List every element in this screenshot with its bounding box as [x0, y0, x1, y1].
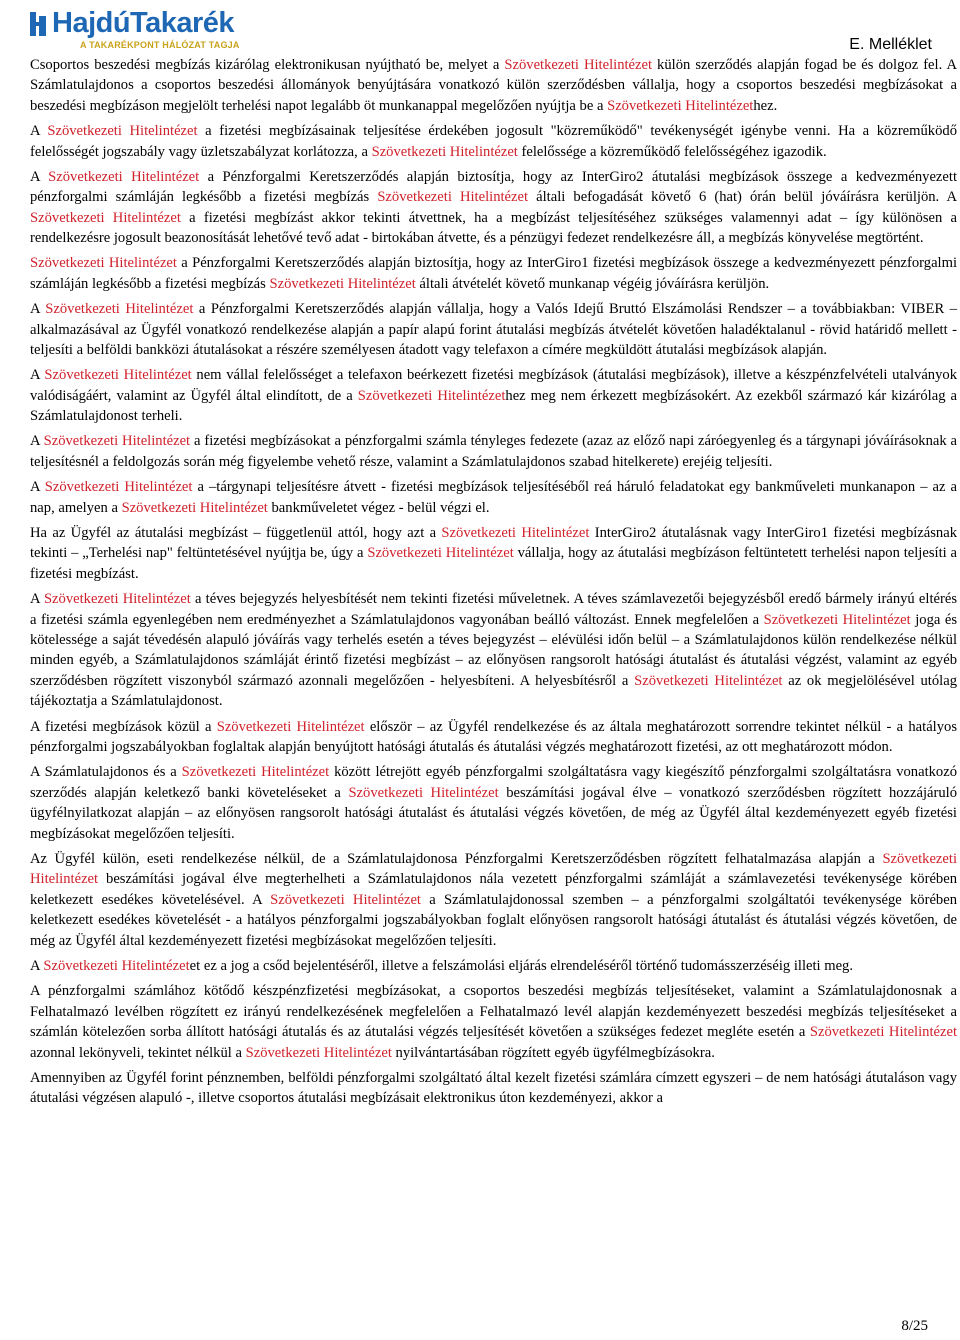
- institution-name: Szövetkezeti Hitelintézet: [763, 611, 911, 628]
- institution-name: Szövetkezeti Hitelintézet: [181, 764, 330, 781]
- text-run: A: [30, 479, 45, 496]
- text-run: a fizetési megbízásainak teljesítése érdekében jogosult "közreműködő" tevékenységét igénybe venni. Ha a közreműködő felelősségét jogszabály vagy üzletszabályzat korlátozza, a: [30, 123, 957, 160]
- text-run: A: [30, 957, 44, 974]
- text-run: A: [30, 433, 44, 450]
- text-run: A: [30, 367, 45, 384]
- paragraph: [30, 431, 957, 472]
- text-run: beszámítási jogával élve – vonatkozó szerződésben rögzített hozzájáruló ügyfélnyilatkozat alapján – az előnyösen rangsorolt hatósági átutalást és átutalási végzés követően, de még az Ügyfél által kezdeményezett egyéb fizetési megbízásokat megelőzően teljesíti.: [30, 784, 958, 842]
- logo-subtitle: A TAKARÉKPONT HÁLÓZAT TAGJA: [80, 40, 240, 50]
- text-run: általi átvételét követő munkanap végéig jóváírásra kerüljön.: [415, 275, 770, 292]
- text-run: a Pénzforgalmi Keretszerződés alapján biztosítja, hogy az InterGiro1 fizetési megbízások összege a kedvezményezett pénzforgalmi számláján legkésőbb a fizetési megbízás: [30, 255, 958, 292]
- institution-name: Szövetkezeti Hitelintézet: [44, 367, 192, 384]
- institution-name: Szövetkezeti Hitelintézet: [245, 1044, 392, 1061]
- institution-name: Szövetkezeti Hitelintézet: [269, 275, 416, 292]
- text-run: joga és kötelessége a saját tévedésén alapuló jóváírás vagy terhelés esetén a téves bejegyzést – elévülési időn belül – a Számlatulajdonos külön rendelkezése nélkül minden egyéb, a Számlatulajdonos számláját érintő fizetési megbízást – az előnyösen rangsorolt hatósági átutalást és átutalási végzést, valamint az egyéb szerződésben rögzített viszonyból származó azonnali megelőzően - helyesbíteni. A helyesbítésről a: [30, 611, 957, 689]
- paragraph: [30, 849, 957, 951]
- document-body: [30, 55, 957, 1114]
- paragraph: [30, 523, 957, 584]
- institution-name: Szövetkezeti Hitelintézet: [43, 433, 191, 450]
- institution-name: Szövetkezeti Hitelintézet: [371, 143, 518, 160]
- text-run: A fizetési megbízások közül a: [30, 718, 217, 735]
- institution-name: Szövetkezeti Hitelintézet: [809, 1024, 958, 1041]
- paragraph: [30, 981, 957, 1063]
- text-run: hez.: [753, 97, 778, 114]
- text-run: bankműveletet végez - belül végzi el.: [267, 499, 490, 516]
- institution-name: Szövetkezeti Hitelintézet: [30, 255, 177, 272]
- institution-name: Szövetkezeti Hitelintézet: [367, 545, 514, 562]
- text-run: vállalja, hogy az átutalási megbízáson feltüntetett terhelési napon teljesíti a fizetési megbízást.: [30, 545, 957, 582]
- text-run: InterGiro2 átutalásnak vagy InterGiro1 fizetési megbízásnak tekinti – „Terhelési nap" feltüntetésével nyújtja be, úgy a: [30, 524, 958, 562]
- paragraph: [30, 55, 957, 116]
- institution-name: Szövetkezeti Hitelintézet: [441, 524, 590, 541]
- text-run: nyilvántartásában rögzített egyéb ügyfélmegbízásokra.: [391, 1044, 715, 1061]
- text-run: az ok megjelölésével utólag tájékoztatja a Számlatulajdonost.: [30, 672, 957, 710]
- institution-name: Szövetkezeti Hitelintézet: [30, 850, 957, 888]
- institution-name: Szövetkezeti Hitelintézet: [504, 57, 653, 73]
- institution-name: Szövetkezeti Hitelintézet: [47, 123, 198, 140]
- text-run: a Pénzforgalmi Keretszerződés alapján biztosítja, hogy az InterGiro2 átutalási megbízások összege a kedvezményezett pénzforgalmi számláján legkésőbb a fizetési megbízás: [30, 168, 957, 206]
- text-run: et ez a jog a csőd bejelentéséről, illetve a felszámolási eljárás elrendeléséről történő tudomásszerzéséig illeti meg.: [189, 957, 854, 974]
- text-run: között létrejött egyéb pénzforgalmi szolgáltatásra vagy kiegészítő pénzforgalmi szolgáltatásra vonatkozó szerződés alapján keletkező banki követeléseket a: [30, 764, 957, 801]
- paragraph: [30, 167, 957, 249]
- institution-name: Szövetkezeti Hitelintézet: [43, 957, 190, 974]
- text-run: először – az Ügyfél rendelkezése és az általa meghatározott sorrendre tekintet nélkül - a hatályos pénzforgalmi jogszabályokban foglaltak alapján benyújtott hatósági átutalás és átutalási végzés meghatározott fizetési, az ott meghatározott módon.: [30, 718, 958, 756]
- text-run: nem vállal felelősséget a telefaxon beérkezett fizetési megbízások (átutalási megbízások), illetve a készpénzfelvételi utalványok valódiságáért, valamint az Ügyfél által elindított, de a: [30, 367, 957, 404]
- institution-name: Szövetkezeti Hitelintézet: [44, 479, 193, 496]
- logo-mark-icon: [26, 10, 50, 38]
- institution-name: Szövetkezeti Hitelintézet: [348, 784, 499, 801]
- paragraph: [30, 589, 957, 712]
- text-run: A: [30, 301, 46, 318]
- institution-name: Szövetkezeti Hitelintézet: [634, 672, 783, 689]
- paragraph: [30, 365, 957, 426]
- institution-name: Szövetkezeti Hitelintézet: [357, 387, 506, 404]
- text-run: a fizetési megbízást akkor tekinti átvettnek, ha a megbízást teljesítéséhez szükséges valamennyi adat – így különösen a rendelkezésre jogosult beazonosítását lehetővé tevő adat - birtokában átvette, és a pénzügyi fedezet rendelkezésre áll, a megbízás könyvelése megtörtént.: [30, 209, 958, 247]
- institution-name: Szövetkezeti Hitelintézet: [607, 97, 754, 114]
- text-run: azonnal lekönyveli, tekintet nélkül a: [30, 1044, 246, 1061]
- text-run: a –tárgynapi teljesítésre átvett - fizetési megbízások teljesítéséből reá háruló feladatokat egy bankműveleti munkanapon – az a nap, amelyen a: [30, 479, 957, 516]
- paragraph: [30, 121, 957, 162]
- paragraph: [30, 956, 957, 976]
- text-run: a Számlatulajdonossal szemben – a pénzforgalmi szolgáltatói tevékenysége körében keletkezett esedékes követelését - a hatályos pénzforgalmi jogszabályokban foglalt előnyösen rangsorolt hatósági átutalást és átutalási végzés követően, de még az Ügyfél által kezdeményezett fizetési megbízásokat megelőzően teljesíti.: [30, 891, 957, 949]
- annex-label: E. Melléklet: [849, 36, 932, 53]
- institution-name: Szövetkezeti Hitelintézet: [377, 189, 529, 206]
- page-header: [0, 0, 960, 58]
- hajdutakarek-logo: [26, 6, 240, 50]
- text-run: általi befogadását követő 6 (hat) órán belül jóváírásra kerüljön. A: [528, 189, 958, 206]
- paragraph: [30, 762, 957, 844]
- text-run: A Számlatulajdonos és a: [30, 764, 182, 781]
- text-run: a Pénzforgalmi Keretszerződés alapján vállalja, hogy a Valós Idejű Bruttó Elszámolási Rendszer – a továbbiakban: VIBER – alkalmazásával az Ügyfél vonatkozó rendelkezése alapján a papír alapú forint átutalási megbízás átvételét követően haladéktalanul - rövid határidő mellett - teljesíti a belföldi bankközi átutalásokat a részére személyesen átadott vagy telefaxon a címére megküldött átutalási megbízások alapján.: [30, 301, 957, 359]
- paragraph: [30, 253, 957, 294]
- text-run: Csoportos beszedési megbízás kizárólag elektronikusan nyújtható be, melyet a: [30, 57, 505, 73]
- text-run: külön szerződés alapján fogad be és dolgoz fel. A Számlatulajdonos a csoportos beszedési állományok benyújtására vonatkozó külön szerződésben vállalja, hogy a csoportos beszedési megbízásokat a beszedési megbízáson megjelölt terhelési napot legalább öt munkanappal megelőzően nyújtja be a: [30, 57, 957, 114]
- paragraph: [30, 477, 957, 518]
- institution-name: Szövetkezeti Hitelintézet: [43, 591, 191, 608]
- text-run: A: [30, 591, 44, 608]
- paragraph: [30, 717, 957, 758]
- logo-text: HajdúTakarék: [52, 7, 235, 39]
- paragraph: [30, 299, 957, 360]
- text-run: felelőssége a közreműködő felelősségéhez igazodik.: [517, 143, 827, 160]
- page-number: 8/25: [901, 1318, 928, 1334]
- institution-name: Szövetkezeti Hitelintézet: [30, 209, 181, 226]
- text-run: A: [30, 123, 48, 140]
- institution-name: Szövetkezeti Hitelintézet: [48, 168, 200, 185]
- text-run: hez meg nem érkezett megbízásokért. Az ezekből származó kár kizárólag a Számlatulajdonost terheli.: [30, 387, 957, 425]
- text-run: Amennyiben az Ügyfél forint pénznemben, belföldi pénzforgalmi szolgáltató által kezelt fizetési számlára címzett egyszeri – de nem hatósági átutaláson vagy átutalási végzésen alapuló -, illetve csoportos átutalási megbízásait elektronikus úton kezdeményezi, akkor a: [30, 1069, 957, 1107]
- text-run: Ha az Ügyfél az átutalási megbízást – függetlenül attól, hogy azt a: [30, 524, 442, 541]
- paragraph: [30, 1068, 957, 1109]
- institution-name: Szövetkezeti Hitelintézet: [121, 499, 268, 516]
- text-run: beszámítási jogával élve megterhelheti a Számlatulajdonos nála vezetett pénzforgalmi számláját a számlavezetési tevékenysége körében keletkezett esedékes követelésével. A: [30, 871, 957, 908]
- text-run: a téves bejegyzés helyesbítését nem tekinti fizetési műveletnek. A téves számlavezetői bejegyzésből eredő bármely irányú eltérés a fizetési számla egyenlegében nem eredményezhet a Számlatulajdonos vagyonában beálló változást. Ennek megfelelően a: [30, 591, 957, 628]
- institution-name: Szövetkezeti Hitelintézet: [216, 718, 365, 735]
- text-run: A pénzforgalmi számlához kötődő készpénzfizetési megbízásokat, a csoportos beszedési megbízás teljesítéseket, valamint a Számlatulajdonosnak a Felhatalmazó levélben rögzített ez irányú rendelkezésének megfelelően a Felhatalmazó levél alapján kezdeményezett beszedési megbízás teljesítéseket a számlán kötelezően sorba állított hatósági átutalás és az átutalási végzés teljesítését követően a szükséges fedezet megléte esetén a: [30, 983, 957, 1041]
- text-run: a fizetési megbízásokat a pénzforgalmi számla tényleges fedezete (azaz az előző napi záróegyenleg és a tárgynapi jóváírásoknak a teljesítésnél a feldolgozás során még figyelembe vehető része, valamint a Számlatulajdonos szabad hitelkerete) erejéig teljesíti.: [30, 433, 957, 470]
- institution-name: Szövetkezeti Hitelintézet: [45, 301, 194, 318]
- text-run: Az Ügyfél külön, eseti rendelkezése nélkül, de a Számlatulajdonosa Pénzforgalmi Keretszerződésben rögzített felhatalmazása alapján a: [30, 850, 883, 867]
- text-run: A: [30, 168, 49, 185]
- institution-name: Szövetkezeti Hitelintézet: [270, 891, 421, 908]
